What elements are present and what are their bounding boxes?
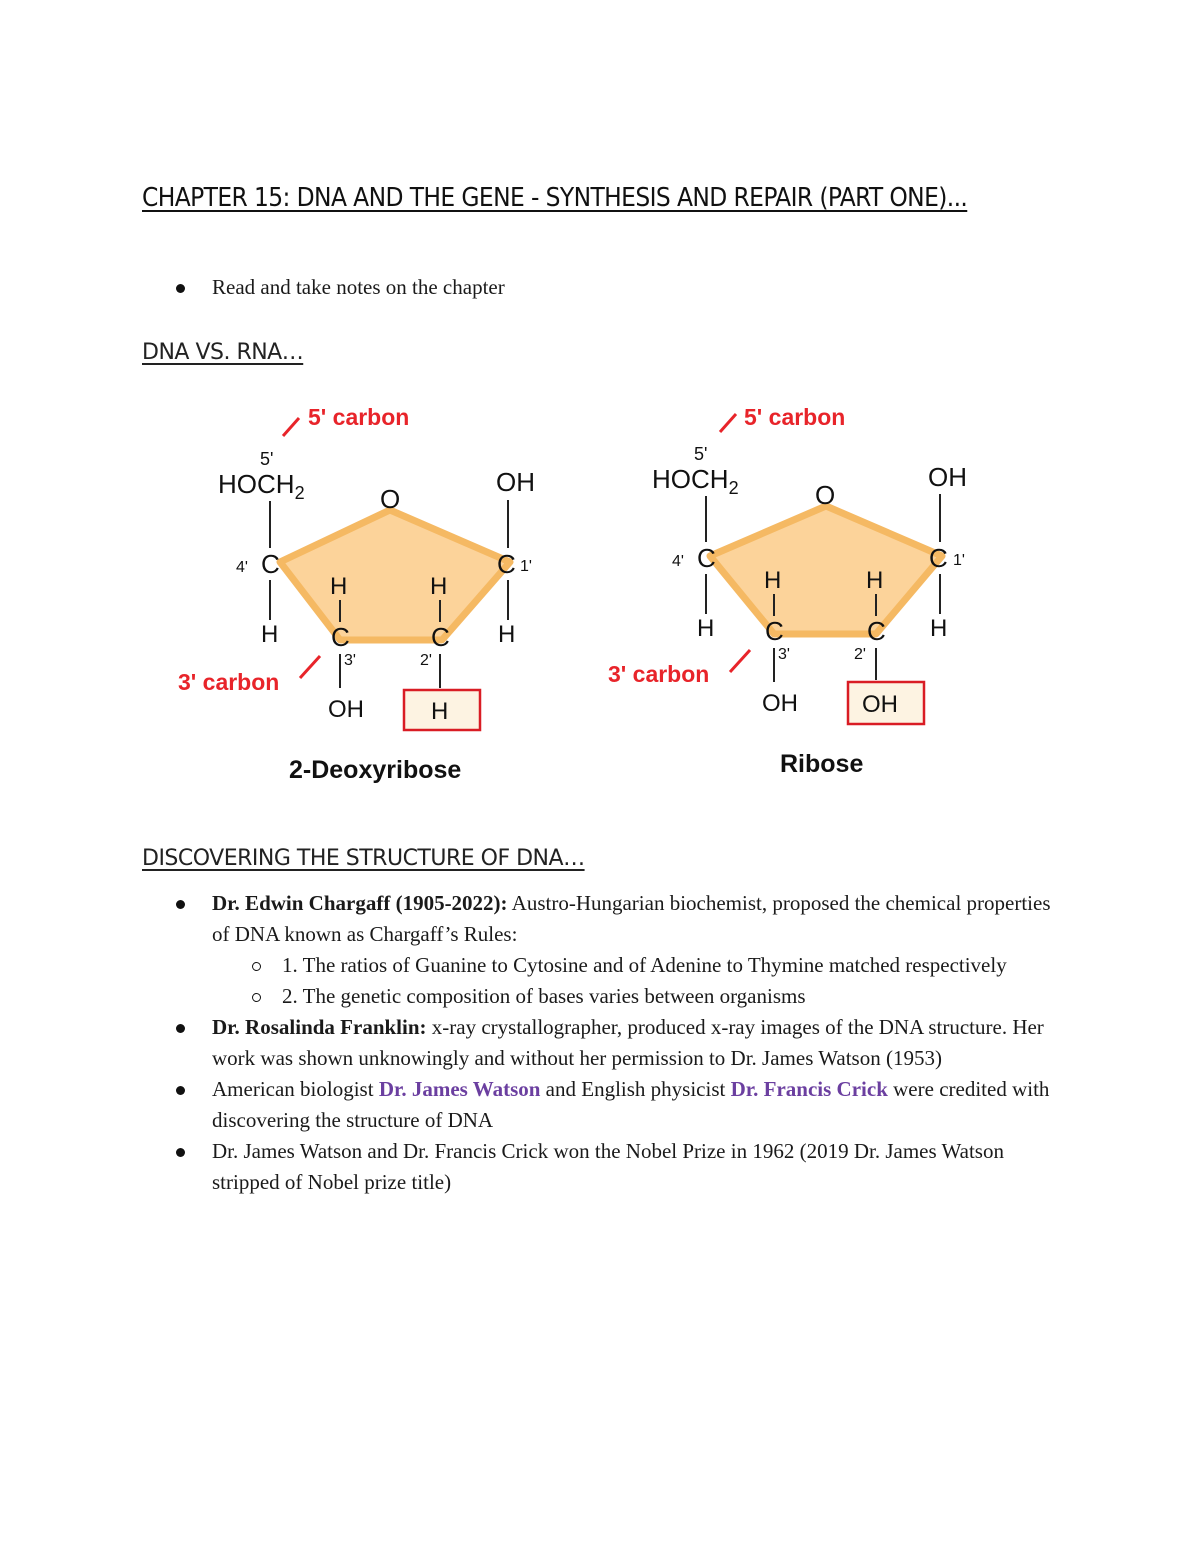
deoxyribose-ring [280, 510, 510, 640]
list-item-chargaff [142, 888, 1062, 1012]
chapter-title: CHAPTER 15: DNA AND THE GENE - SYNTHESIS AND REPAIR (PART ONE)... [142, 183, 968, 213]
five-prime-label: 5' [694, 444, 708, 464]
sugar-comparison-diagram [0, 390, 1200, 810]
oh-top: OH [928, 462, 967, 492]
list-item: Read and take notes on the chapter [142, 272, 1062, 303]
five-carbon-pointer [283, 418, 299, 436]
c2-atom: C [867, 616, 886, 646]
discovery-bullet-list [142, 888, 1062, 1198]
five-carbon-pointer [720, 414, 736, 432]
five-prime-label: 5' [260, 449, 274, 469]
c2-atom: C [431, 622, 450, 652]
three-carbon-pointer [730, 650, 750, 672]
h2-top-atom: H [866, 567, 884, 594]
one-prime-label: 1' [520, 558, 532, 575]
list-item-franklin [142, 1012, 1062, 1074]
watson-name: Dr. James Watson [378, 1077, 541, 1101]
franklin-name: Dr. Rosalinda Franklin: [212, 1015, 427, 1039]
three-prime-label: 3' [778, 646, 790, 663]
oh2-boxed-atom: OH [862, 691, 898, 718]
three-carbon-label: 3' carbon [178, 669, 280, 695]
oh3-atom: OH [762, 690, 798, 717]
credit-prefix: American biologist [212, 1077, 379, 1101]
two-prime-label: 2' [420, 652, 432, 669]
ribose-ring [710, 506, 942, 634]
hoch2-label: $HOCH_2$ [652, 464, 739, 498]
c3-atom: C [331, 622, 350, 652]
h1-atom: H [498, 621, 516, 648]
deoxyribose-caption: 2-Deoxyribose [289, 756, 462, 784]
section-heading-discovering-structure: DISCOVERING THE STRUCTURE OF DNA… [142, 846, 585, 871]
four-prime-label: 4' [236, 559, 248, 576]
ribose-caption: Ribose [780, 750, 864, 778]
five-carbon-label: 5' carbon [308, 404, 410, 430]
oh3-atom: OH [328, 696, 364, 723]
ribose-structure [608, 404, 967, 778]
h1-atom: H [930, 615, 948, 642]
franklin-text: x-ray crystallographer, produced x-ray images of the DNA structure. Her work was shown unknowingly and without her permission to Dr. James Watson (1953) [212, 1015, 1044, 1070]
h2-top-atom: H [430, 573, 448, 600]
c1-atom: C [929, 543, 948, 573]
h3-top-atom: H [764, 567, 782, 594]
chargaff-text: Austro-Hungarian biochemist, proposed the chemical properties of DNA known as Chargaff’s Rules: [212, 891, 1051, 946]
h3-top-atom: H [330, 573, 348, 600]
list-item-nobel: Dr. James Watson and Dr. Francis Crick won the Nobel Prize in 1962 (2019 Dr. James Watson stripped of Nobel prize title) [142, 1136, 1062, 1198]
crick-name: Dr. Francis Crick [730, 1077, 888, 1101]
list-item-rule-1: 1. The ratios of Guanine to Cytosine and of Adenine to Thymine matched respectively [212, 950, 1062, 981]
three-prime-label: 3' [344, 652, 356, 669]
four-prime-label: 4' [672, 553, 684, 570]
ring-oxygen: O [815, 480, 836, 510]
one-prime-label: 1' [953, 552, 965, 569]
c3-atom: C [765, 616, 784, 646]
three-carbon-pointer [300, 656, 320, 678]
list-item-rule-2: 2. The genetic composition of bases varies between organisms [212, 981, 1062, 1012]
chargaff-name: Dr. Edwin Chargaff (1905-2022): [212, 891, 508, 915]
chargaff-rules-list [212, 950, 1062, 1012]
three-carbon-label: 3' carbon [608, 661, 710, 687]
five-carbon-label: 5' carbon [744, 404, 846, 430]
hoch2-label: $HOCH_2$ [218, 469, 305, 503]
c4-atom: C [697, 543, 716, 573]
h4-atom: H [261, 621, 279, 648]
ring-oxygen: O [380, 484, 401, 514]
c1-atom: C [497, 549, 516, 579]
h2-boxed-atom: H [431, 698, 449, 725]
oh-top: OH [496, 467, 535, 497]
c4-atom: C [261, 549, 280, 579]
two-prime-label: 2' [854, 646, 866, 663]
deoxyribose-structure [178, 404, 535, 784]
credit-middle: and English physicist [540, 1077, 731, 1101]
intro-bullet-list [142, 272, 1062, 303]
list-item-watson-crick [142, 1074, 1062, 1136]
h4-atom: H [697, 615, 715, 642]
credit-suffix: were credited with discovering the structure of DNA [212, 1077, 1050, 1132]
section-heading-dna-vs-rna: DNA VS. RNA… [142, 340, 304, 365]
